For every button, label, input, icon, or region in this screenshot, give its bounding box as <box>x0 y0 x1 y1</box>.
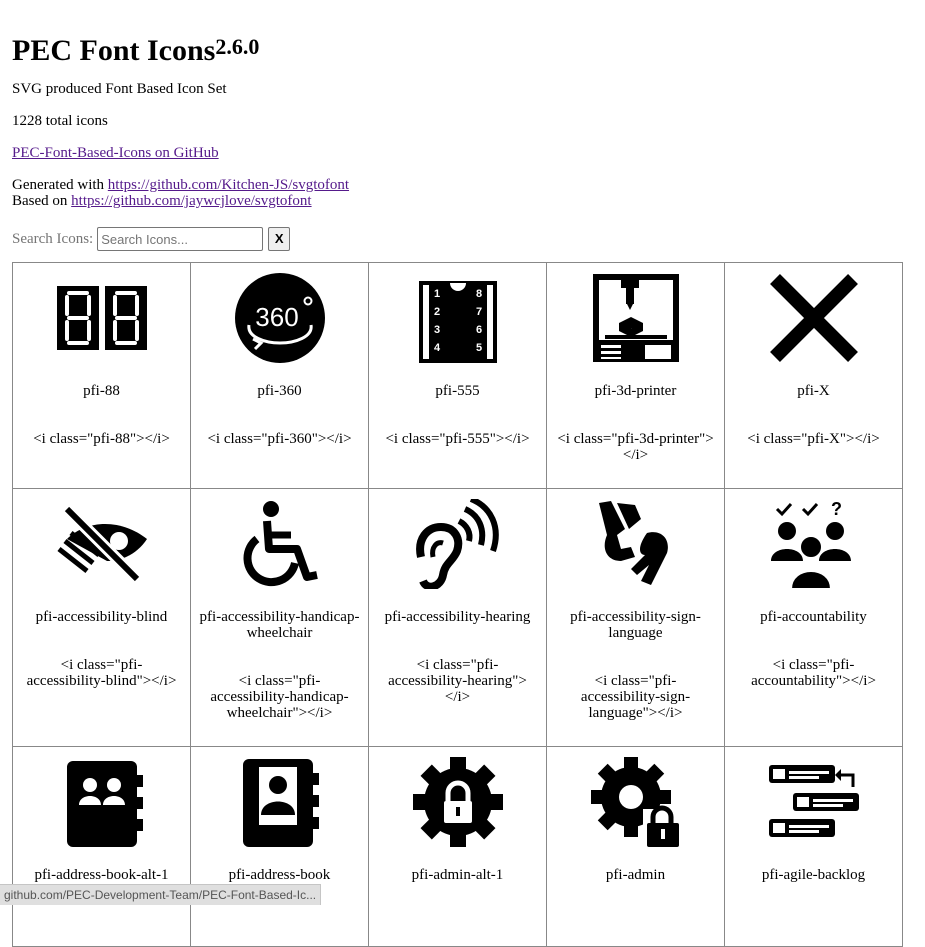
clear-search-button[interactable]: X <box>268 227 290 251</box>
icon-name: pfi-accessibility-blind <box>35 609 168 625</box>
icon-name: pfi-accessibility-handicap-wheelchair <box>199 609 360 641</box>
icon-card[interactable] <box>13 747 191 947</box>
icon-name: pfi-accountability <box>760 609 867 625</box>
icon-card[interactable] <box>369 747 547 947</box>
search-label: Search Icons: <box>12 230 94 247</box>
icon-code: <i class="pfi-360"></i> <box>207 431 352 447</box>
page-title: PEC Font Icons$^{2.6.0}$ <box>12 34 260 67</box>
eye-slash-icon <box>57 499 147 589</box>
status-bar-url: github.com/PEC-Development-Team/PEC-Font-Based-Ic... <box>0 884 321 905</box>
version-badge: 2.6.0 <box>215 34 260 59</box>
icon-grid <box>12 262 903 947</box>
seven-segment-88-icon <box>57 273 147 363</box>
ic-555-chip-icon <box>413 273 503 363</box>
x-icon <box>769 273 859 363</box>
icon-code: <i class="pfi-accountability"></i> <box>751 657 876 689</box>
icon-card[interactable] <box>191 489 369 747</box>
icon-code: <i class="pfi-3d-printer"></i> <box>557 431 714 463</box>
search-input[interactable] <box>97 227 263 251</box>
icon-card[interactable] <box>369 263 547 489</box>
icon-card[interactable] <box>547 747 725 947</box>
icon-name: pfi-X <box>797 383 830 399</box>
svg-text:2: 2 <box>434 306 441 318</box>
icon-code: <i class="pfi-88"></i> <box>33 431 170 447</box>
icon-name: pfi-88 <box>83 383 120 399</box>
address-book-icon <box>235 757 325 847</box>
icon-code: <i class="pfi-X"></i> <box>747 431 880 447</box>
icon-code: <i class="pfi-accessibility-blind"></i> <box>26 657 177 689</box>
icon-card[interactable] <box>725 489 903 747</box>
sign-language-icon <box>591 499 681 589</box>
icon-card[interactable] <box>369 489 547 747</box>
icon-code: <i class="pfi-555"></i> <box>385 431 530 447</box>
address-book-alt-icon <box>57 757 147 847</box>
github-link[interactable]: PEC-Font-Based-Icons on GitHub <box>12 145 219 161</box>
gear-lock-corner-icon <box>591 757 681 847</box>
icon-name: pfi-360 <box>257 383 302 399</box>
icon-card[interactable] <box>191 747 369 947</box>
icon-name: pfi-accessibility-sign-language <box>570 609 701 641</box>
subtitle: SVG produced Font Based Icon Set <box>12 81 227 97</box>
generated-with-line: Generated with https://github.com/Kitchen-JS/svgtofont <box>12 177 350 193</box>
icon-code: <i class="pfi-accessibility-handicap-wheelchair"></i> <box>210 673 349 721</box>
3d-printer-icon <box>591 273 681 363</box>
icon-name: pfi-agile-backlog <box>761 867 866 883</box>
svg-text:1: 1 <box>434 288 441 300</box>
ear-hearing-icon <box>413 499 503 589</box>
icon-card[interactable] <box>547 489 725 747</box>
icon-count: 1228 total icons <box>12 113 108 129</box>
wheelchair-icon <box>235 499 325 589</box>
icon-code: <i class="pfi-accessibility-hearing"></i> <box>388 657 527 705</box>
svg-text:?: ? <box>831 499 842 519</box>
icon-code: <i class="pfi-accessibility-sign-language"></i> <box>580 673 691 721</box>
icon-name: pfi-555 <box>435 383 480 399</box>
icon-card[interactable] <box>191 263 369 489</box>
icon-card[interactable] <box>13 263 191 489</box>
svg-text:6: 6 <box>476 324 483 336</box>
svg-text:8: 8 <box>476 288 483 300</box>
svgtofont-original-link[interactable]: https://github.com/jaywcjlove/svgtofont <box>71 193 312 209</box>
svg-text:4: 4 <box>434 342 441 354</box>
icon-card[interactable] <box>13 489 191 747</box>
icon-name: pfi-3d-printer <box>594 383 677 399</box>
icon-name: pfi-admin-alt-1 <box>411 867 504 883</box>
accountability-icon <box>769 499 859 589</box>
icon-card[interactable] <box>725 747 903 947</box>
icon-name: pfi-address-book <box>228 867 331 883</box>
gear-lock-icon <box>413 757 503 847</box>
search-bar <box>12 225 290 253</box>
icon-name: pfi-admin <box>605 867 666 883</box>
icon-card[interactable] <box>547 263 725 489</box>
based-on-line: Based on https://github.com/jaywcjlove/svgtofont <box>12 193 312 209</box>
360-icon <box>235 273 325 363</box>
svg-text:360: 360 <box>255 302 299 332</box>
svg-text:5: 5 <box>476 342 483 354</box>
agile-backlog-icon <box>769 757 859 847</box>
svg-text:7: 7 <box>476 306 483 318</box>
icon-name: pfi-address-book-alt-1 <box>34 867 169 883</box>
icon-card[interactable] <box>725 263 903 489</box>
svgtofont-kitchen-link[interactable]: https://github.com/Kitchen-JS/svgtofont <box>107 177 350 193</box>
svg-text:3: 3 <box>434 324 441 336</box>
icon-name: pfi-accessibility-hearing <box>384 609 531 625</box>
